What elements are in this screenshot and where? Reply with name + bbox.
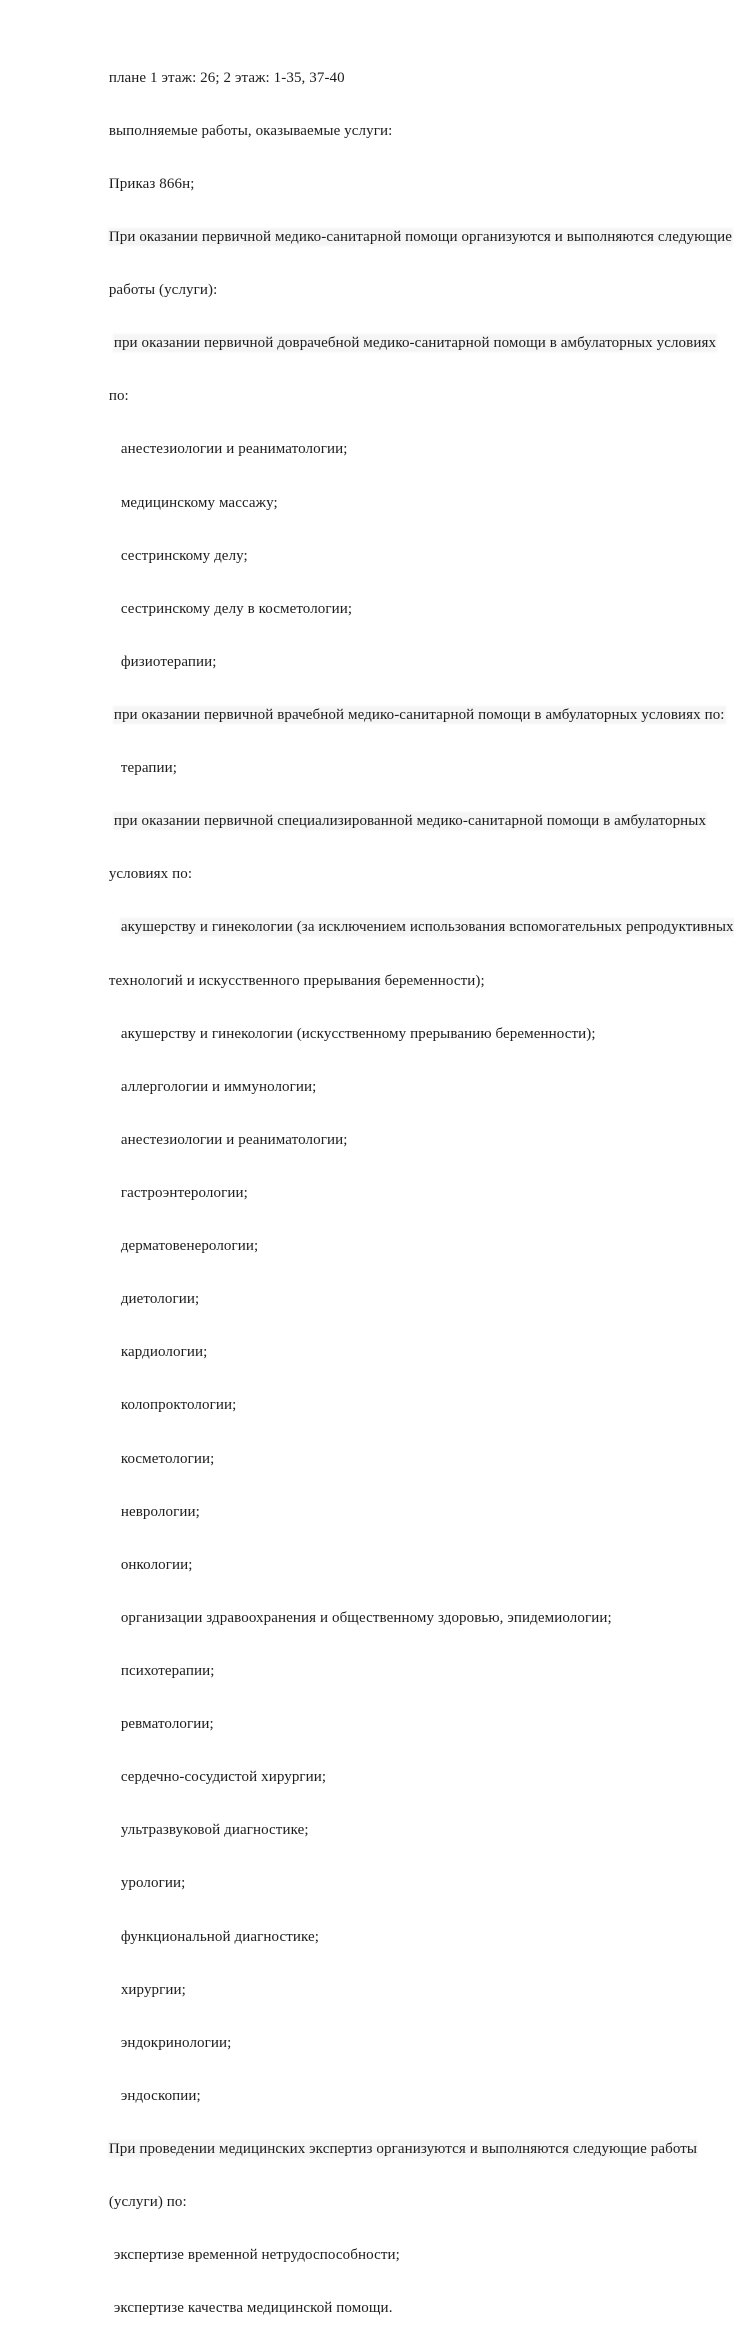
document-line [78, 477, 671, 530]
document-line-text: анестезиологии и реаниматологии; [120, 441, 348, 458]
document-line-text: психотерапии; [120, 1662, 215, 1679]
document-line [78, 52, 671, 105]
document-line-text: При проведении медицинских экспертиз организуются и выполняются следующие работы [108, 2140, 698, 2157]
document-line-text: по: [108, 388, 129, 405]
document-line [78, 2229, 671, 2282]
document-line [78, 2176, 671, 2229]
document-line-text: акушерству и гинекологии (искусственному прерыванию беременности); [120, 1025, 596, 1042]
document-line-text: сердечно-сосудистой хирургии; [120, 1769, 327, 1786]
document-line-text: при оказании первичной врачебной медико-санитарной помощи в амбулаторных условиях по: [113, 707, 725, 724]
document-line-text: медицинскому массажу; [120, 494, 278, 511]
document-line [78, 849, 671, 902]
document-line [78, 318, 717, 371]
document-line [78, 1964, 671, 2017]
document-line [78, 1539, 671, 1592]
document-line-text: плане 1 этаж: 26; 2 этаж: 1-35, 37-40 [108, 69, 345, 86]
document-line [78, 1592, 671, 1645]
document-line [78, 1752, 671, 1805]
document-line [78, 264, 671, 317]
document-line-text: ревматологии; [120, 1716, 214, 1733]
document-line-text: функциональной диагностике; [120, 1928, 320, 1945]
document-line [78, 2283, 671, 2336]
document-text-block [78, 52, 734, 2336]
document-line-text: анестезиологии и реаниматологии; [120, 1131, 348, 1148]
document-line [78, 1167, 671, 1220]
document-line-text: урологии; [120, 1875, 186, 1892]
document-line-text: физиотерапии; [120, 653, 217, 670]
document-line-text: эндокринологии; [120, 2034, 232, 2051]
document-line [78, 796, 707, 849]
document-line-text: акушерству и гинекологии (за исключением использования вспомогательных репродуктивных [120, 919, 734, 936]
document-line [78, 902, 734, 955]
document-line [78, 1433, 671, 1486]
document-line-text: организации здравоохранения и общественному здоровью, эпидемиологии; [120, 1609, 612, 1626]
document-line [78, 1274, 671, 1327]
document-line [78, 1061, 671, 1114]
document-line-text: условиях по: [108, 866, 193, 883]
document-line [78, 1220, 671, 1273]
document-line [78, 2070, 671, 2123]
document-line-text: ультразвуковой диагностике; [120, 1822, 309, 1839]
document-line-text: кардиологии; [120, 1344, 208, 1361]
document-line [78, 1380, 671, 1433]
document-line [78, 2017, 671, 2070]
document-line [78, 955, 671, 1008]
document-line-text: дерматовенерологии; [120, 1238, 259, 1255]
document-line [78, 424, 671, 477]
document-line [78, 1698, 671, 1751]
document-line [78, 1486, 671, 1539]
document-line-text: При оказании первичной медико-санитарной помощи организуются и выполняются следующие [108, 229, 732, 246]
document-line [78, 158, 671, 211]
document-line [78, 1805, 671, 1858]
document-line-text: гастроэнтерологии; [120, 1185, 248, 1201]
document-line-text: экспертизе временной нетрудоспособности; [113, 2247, 400, 2264]
document-line [78, 530, 671, 583]
document-line-text: диетологии; [120, 1291, 200, 1308]
document-line-text: аллергологии и иммунологии; [120, 1078, 317, 1095]
document-line-text: терапии; [120, 760, 178, 777]
document-line-text: сестринскому делу в косметологии; [120, 600, 353, 617]
document-line-text: Приказ 866н; [108, 175, 195, 192]
document-line [78, 105, 671, 158]
document-line-text: при оказании первичной доврачебной медико-санитарной помощи в амбулаторных условиях [113, 335, 717, 352]
document-line [78, 742, 671, 795]
document-line [78, 211, 732, 264]
document-line [78, 2123, 698, 2176]
document-line-text: неврологии; [120, 1503, 200, 1520]
document-line-text: сестринскому делу; [120, 547, 248, 564]
document-line [78, 636, 671, 689]
document-line-text: работы (услуги): [108, 282, 218, 299]
document-line-text: технологий и искусственного прерывания беременности); [108, 972, 485, 989]
document-line [78, 1114, 671, 1167]
document-line [78, 1645, 671, 1698]
document-line [78, 1008, 671, 1061]
document-line-text: при оказании первичной специализированной медико-санитарной помощи в амбулаторных [113, 813, 707, 830]
document-line [78, 689, 725, 742]
document-line [78, 1911, 671, 1964]
document-line [78, 583, 671, 636]
document-line-text: колопроктологии; [120, 1397, 237, 1414]
document-line-text: (услуги) по: [108, 2194, 187, 2211]
document-line-text: выполняемые работы, оказываемые услуги: [108, 122, 393, 139]
document-line [78, 1327, 671, 1380]
document-line [78, 371, 671, 424]
document-line-text: онкологии; [120, 1556, 193, 1573]
document-line-text: эндоскопии; [120, 2087, 201, 2104]
document-line-text: хирургии; [120, 1981, 186, 1998]
document-line-text: экспертизе качества медицинской помощи. [113, 2300, 393, 2317]
document-line-text: косметологии; [120, 1450, 215, 1467]
document-line [78, 1858, 671, 1911]
